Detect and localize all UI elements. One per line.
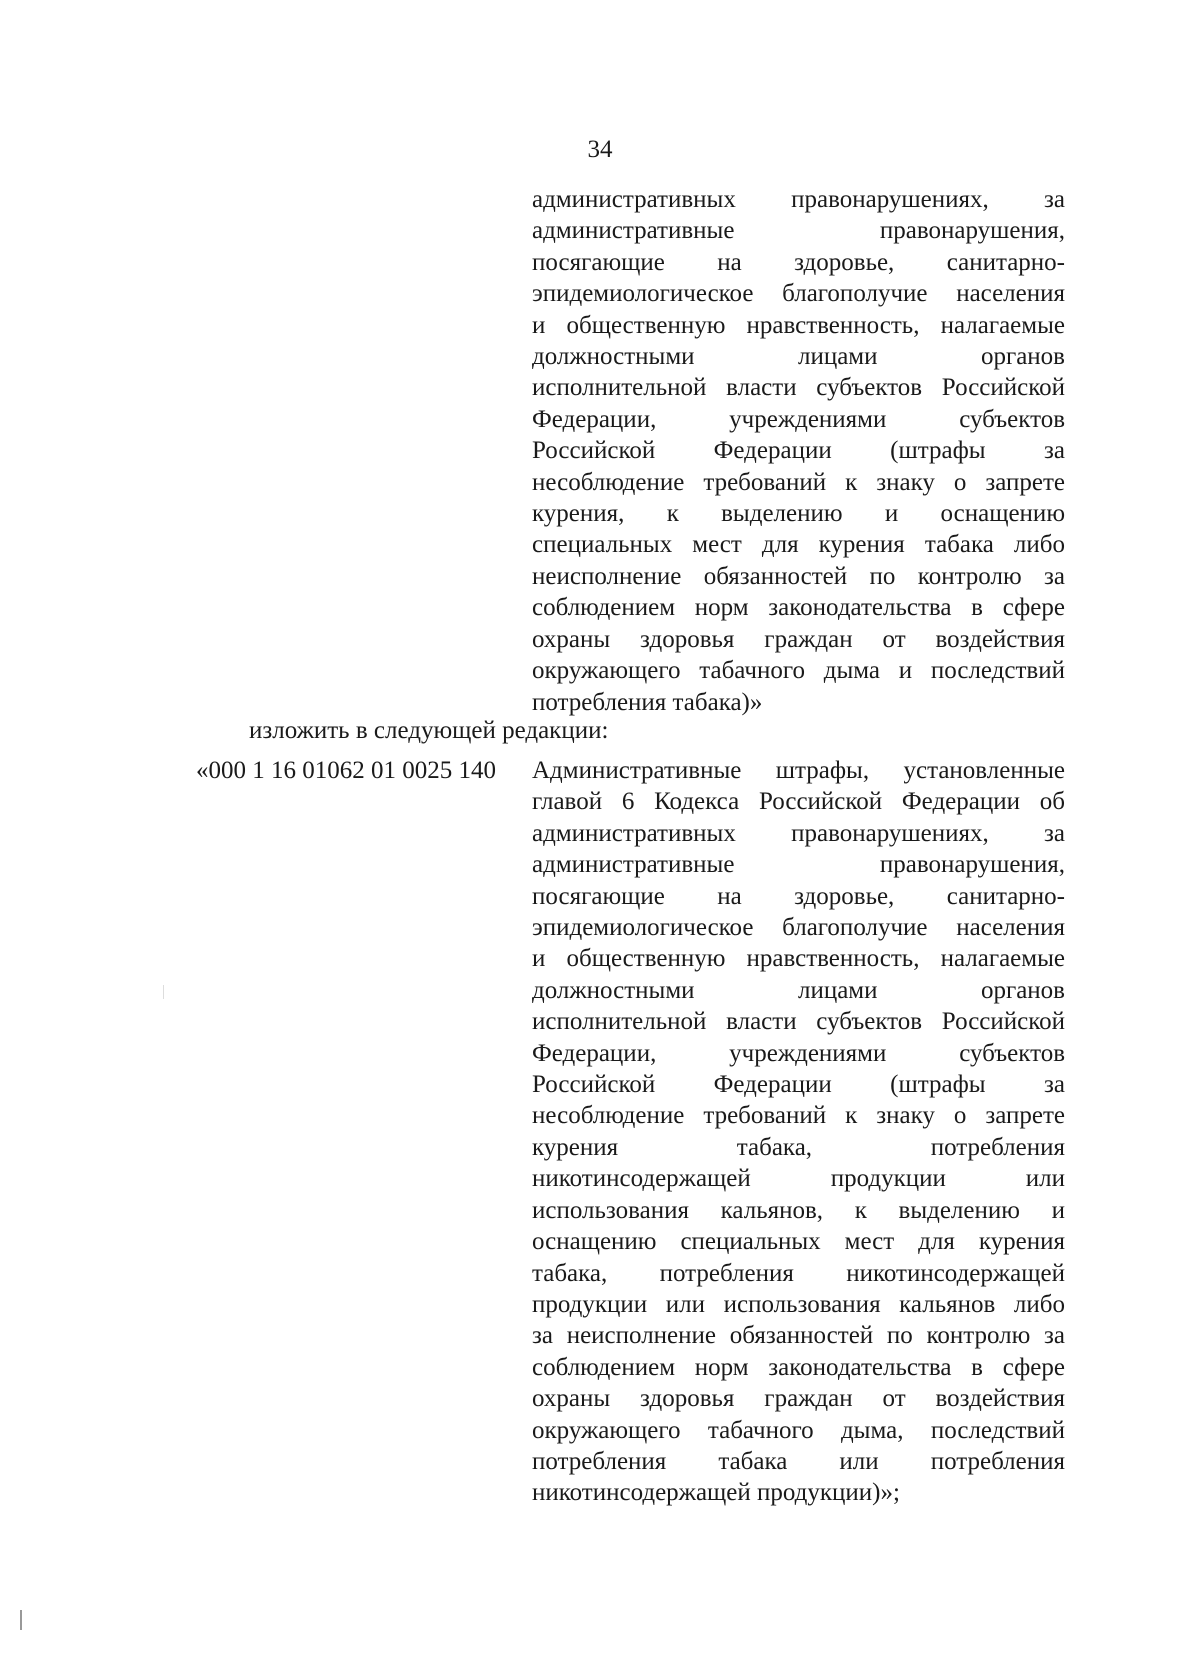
old-description-line: должностными лицами органов — [532, 343, 1065, 371]
new-description-line: курения табака, потребления — [532, 1133, 1065, 1161]
old-description-line: административные правонарушения, — [532, 217, 1065, 245]
old-description-line: несоблюдение требований к знаку о запрете — [532, 468, 1065, 496]
old-description-line: потребления табака)» — [532, 688, 763, 716]
new-description-line: за неисполнение обязанностей по контролю за — [532, 1322, 1065, 1350]
old-description-line: соблюдением норм законодательства в сфере — [532, 594, 1065, 622]
old-description-line: и общественную нравственность, налагаемые — [532, 311, 1065, 339]
new-description — [532, 755, 1065, 1509]
budget-classification-code: «000 1 16 01062 01 0025 140 — [196, 757, 496, 784]
old-description-line: окружающего табачного дыма и последствий — [532, 657, 1065, 685]
old-description-line: неисполнение обязанностей по контролю за — [532, 562, 1065, 590]
new-description-line: эпидемиологическое благополучие населения — [532, 914, 1065, 942]
new-description-line: Административные штрафы, установленные — [532, 757, 1065, 784]
new-description-line: Российской Федерации (штрафы за — [532, 1071, 1065, 1099]
new-description-line: должностными лицами органов — [532, 976, 1065, 1004]
scan-speck — [163, 985, 164, 999]
intro-text: изложить в следующей редакции: — [249, 717, 609, 744]
new-description-line: продукции или использования кальянов либо — [532, 1290, 1065, 1318]
new-description-line: и общественную нравственность, налагаемые — [532, 945, 1065, 973]
old-description-line: курения, к выделению и оснащению — [532, 500, 1065, 528]
old-description-line: Российской Федерации (штрафы за — [532, 437, 1065, 465]
new-description-line: главой 6 Кодекса Российской Федерации об — [532, 788, 1065, 816]
new-description-line: административные правонарушения, — [532, 851, 1065, 879]
new-description-line: использования кальянов, к выделению и — [532, 1196, 1065, 1224]
new-description-line: Федерации, учреждениями субъектов — [532, 1039, 1065, 1067]
new-description-line: потребления табака или потребления — [532, 1447, 1065, 1475]
new-description-line: посягающие на здоровье, санитарно- — [532, 882, 1065, 910]
old-description-line: эпидемиологическое благополучие населения — [532, 280, 1065, 308]
new-description-line: оснащению специальных мест для курения — [532, 1228, 1065, 1256]
new-description-line: никотинсодержащей продукции или — [532, 1165, 1065, 1193]
new-description-line: соблюдением норм законодательства в сфере — [532, 1353, 1065, 1381]
old-description-line: специальных мест для курения табака либо — [532, 531, 1065, 559]
old-description-line: административных правонарушениях, за — [532, 186, 1065, 213]
new-description-line: охраны здоровья граждан от воздействия — [532, 1385, 1065, 1413]
old-description-line: охраны здоровья граждан от воздействия — [532, 625, 1065, 653]
old-description-line: Федерации, учреждениями субъектов — [532, 405, 1065, 433]
new-description-line: несоблюдение требований к знаку о запрете — [532, 1102, 1065, 1130]
old-description-line: посягающие на здоровье, санитарно- — [532, 248, 1065, 276]
scan-speck — [20, 1610, 22, 1630]
new-description-line: никотинсодержащей продукции)»; — [532, 1479, 900, 1507]
old-description — [532, 184, 1065, 718]
page-number: 34 — [587, 136, 613, 163]
new-description-line: окружающего табачного дыма, последствий — [532, 1416, 1065, 1444]
new-description-line: административных правонарушениях, за — [532, 819, 1065, 847]
new-description-line: исполнительной власти субъектов Российской — [532, 1008, 1065, 1036]
old-description-line: исполнительной власти субъектов Российской — [532, 374, 1065, 402]
new-description-line: табака, потребления никотинсодержащей — [532, 1259, 1065, 1287]
